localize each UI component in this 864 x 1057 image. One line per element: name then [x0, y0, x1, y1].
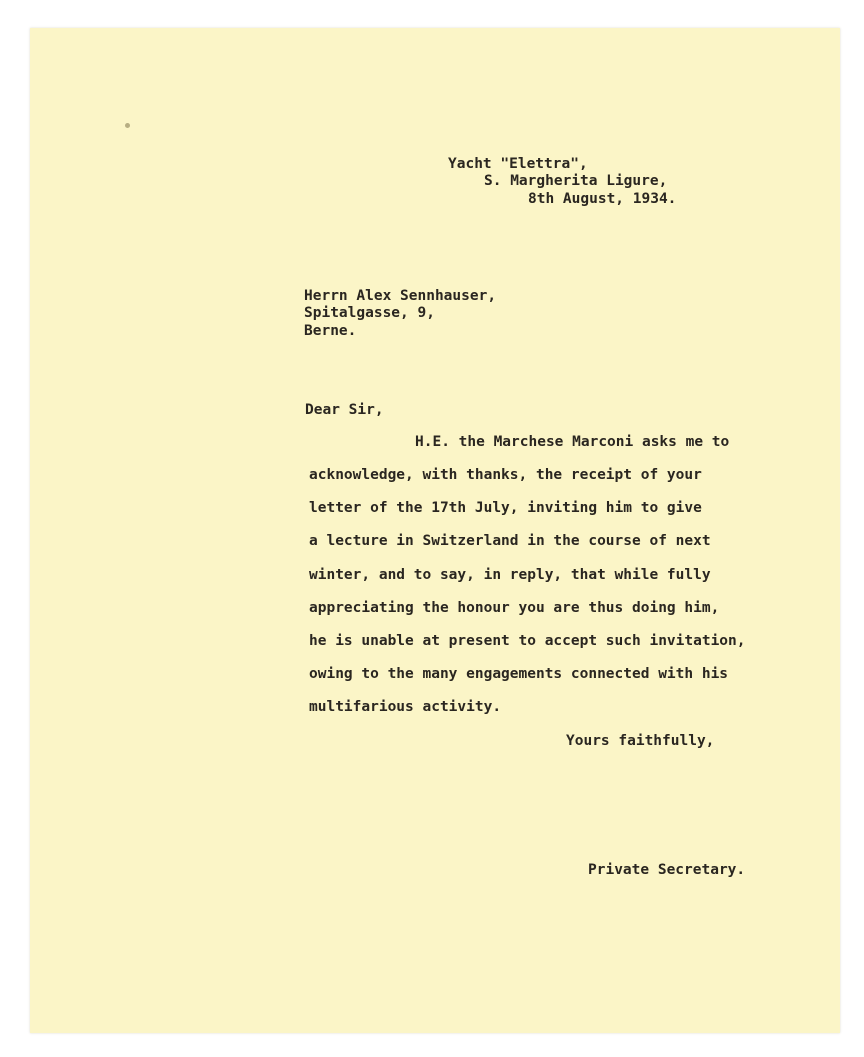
recipient-city: Berne.: [304, 323, 357, 339]
signature-title: Private Secretary.: [588, 862, 746, 878]
heading-place: S. Margherita Ligure,: [484, 173, 668, 189]
body-line: appreciating the honour you are thus doing him,: [309, 600, 720, 616]
heading-vessel: Yacht "Elettra",: [448, 156, 588, 172]
body-line: he is unable at present to accept such invitation,: [309, 633, 746, 649]
body-line: a lecture in Switzerland in the course of next: [309, 533, 711, 549]
letter-page: [30, 28, 840, 1033]
body-line: letter of the 17th July, inviting him to give: [309, 500, 702, 516]
body-line: owing to the many engagements connected with his: [309, 666, 729, 682]
recipient-name: Herrn Alex Sennhauser,: [304, 288, 497, 304]
body-line: multifarious activity.: [309, 699, 502, 715]
recipient-street: Spitalgasse, 9,: [304, 305, 435, 321]
paper-mark: [125, 123, 130, 128]
salutation: Dear Sir,: [305, 402, 384, 418]
body-line: winter, and to say, in reply, that while fully: [309, 567, 711, 583]
body-line: acknowledge, with thanks, the receipt of your: [309, 467, 702, 483]
body-line: H.E. the Marchese Marconi asks me to: [415, 434, 730, 450]
heading-date: 8th August, 1934.: [528, 191, 677, 207]
closing: Yours faithfully,: [566, 733, 715, 749]
